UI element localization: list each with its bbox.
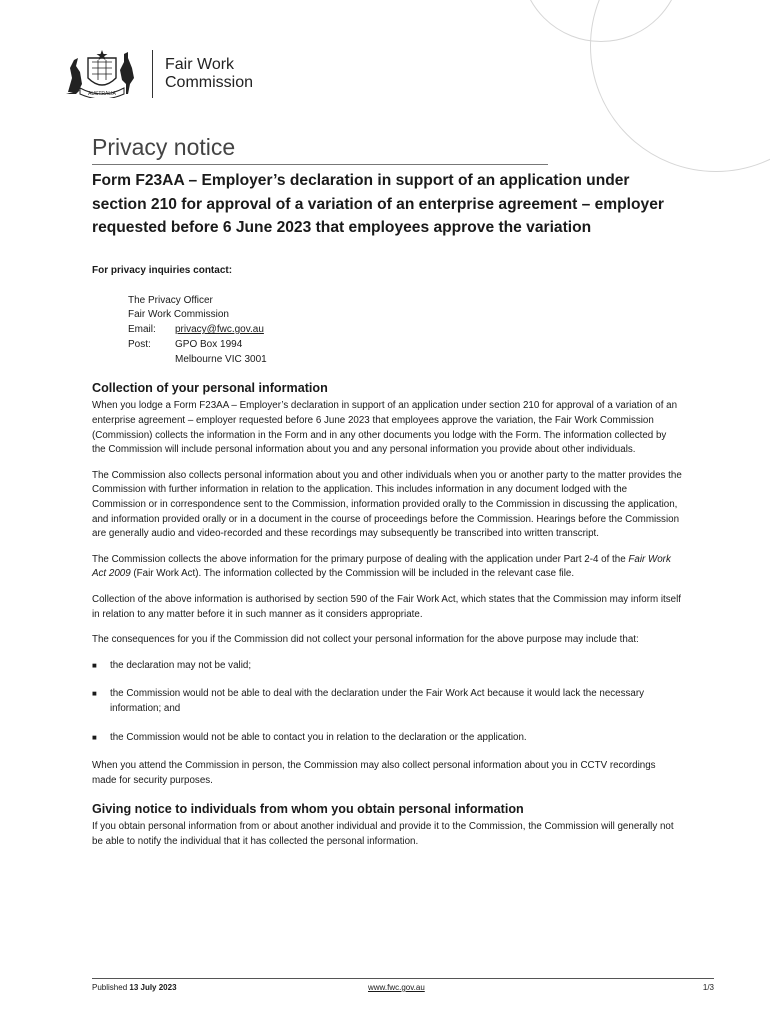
post-line2: Melbourne VIC 3001 xyxy=(175,353,267,365)
collection-heading: Collection of your personal information xyxy=(92,381,328,396)
contact-org: Fair Work Commission xyxy=(128,309,229,321)
list-item: ■ the Commission would not be able to contact you in relation to the declaration or the application. xyxy=(92,731,682,746)
list-item: ■ the declaration may not be valid; xyxy=(92,659,682,674)
bullet-icon: ■ xyxy=(92,689,97,699)
collection-paragraph-2: The Commission also collects personal information about you and other individuals when you or another party to the matter provides the Commission with further information in relation to the application. This includes information in any document lodged with the Commission or in correspondence sent to the Commission, information provided orally to the Commission in discussing the application, and information provided orally or in a document in the course of proceedings before the Commission. Hearings before the Commission are generally audio and video-recorded and these recordings may subsequently be transcribed into written transcript. xyxy=(92,469,682,540)
email-link[interactable]: privacy@fwc.gov.au xyxy=(175,324,264,336)
collection-paragraph-6: When you attend the Commission in person, the Commission may also collect personal information about you in CCTV recordings made for security purposes. xyxy=(92,760,656,786)
page-title: Privacy notice xyxy=(92,134,548,165)
form-title: Form F23AA – Employer’s declaration in support of an application under section 210 for approval of a variation of an enterprise agreement – employer requested before 6 June 2023 that employees approve the variation xyxy=(92,172,664,236)
contact-email-row xyxy=(128,323,682,338)
post-label: Post: xyxy=(128,338,151,350)
collection-paragraph-4: Collection of the above information is authorised by section 590 of the Fair Work Act, which states that the Commission may inform itself in relation to any matter before it in such manner as it considers appropriate. xyxy=(92,594,681,620)
contact-post-row xyxy=(128,338,682,353)
contact-post-row-2 xyxy=(128,353,682,368)
page-number: 1/3 xyxy=(702,983,714,992)
notice-heading: Giving notice to individuals from whom you obtain personal information xyxy=(92,802,524,817)
logo-divider xyxy=(152,50,153,98)
bullet-icon: ■ xyxy=(92,660,97,670)
collection-paragraph-3: The Commission collects the above information for the primary purpose of dealing with the application under Part 2-4 of the Fair Work Act 2009 (Fair Work Act). The information collected by the Commission will be included in the relevant case file. xyxy=(92,553,671,580)
org-name-line2: Commission xyxy=(165,74,254,91)
bullet-icon: ■ xyxy=(92,732,97,742)
collection-paragraph-1: When you lodge a Form F23AA – Employer’s declaration in support of an application under section 210 for approval of a variation of an enterprise agreement – employer requested before 6 June 2023 that employees approve the variation, the Fair Work Commission (Commission) collects the information in the Form and in any other documents you lodge with the Form. The information collected by the Commission will include personal information about you and any personal information you provide about other individuals. xyxy=(92,400,678,456)
org-name xyxy=(165,56,253,92)
published-date: 13 July 2023 xyxy=(129,983,177,992)
list-item: ■ the Commission would not be able to deal with the declaration under the Fair Work Act because it would lack the necessary information; and xyxy=(92,688,645,714)
crest-label: AUSTRALIA xyxy=(88,91,116,97)
email-label: Email: xyxy=(128,324,156,336)
contact-name: The Privacy Officer xyxy=(128,294,213,306)
act-title: Fair Work Act 2009 xyxy=(92,553,671,580)
coat-of-arms-icon xyxy=(62,48,142,98)
notice-paragraph-1: If you obtain personal information from or about another individual and provide it to the Commission, the Commission will generally not be able to notify the individual that it has collected the personal information. xyxy=(92,821,674,847)
org-name-line1: Fair Work xyxy=(165,56,235,73)
collection-paragraph-5: The consequences for you if the Commission did not collect your personal information for the above purpose may include that: xyxy=(92,634,639,646)
page-footer xyxy=(92,978,714,992)
published-info: Published 13 July 2023 xyxy=(92,983,177,992)
contact-block xyxy=(128,294,682,368)
post-line1: GPO Box 1994 xyxy=(175,338,243,350)
contact-heading: For privacy inquiries contact: xyxy=(92,264,233,276)
document-body xyxy=(92,134,682,861)
website-link[interactable]: www.fwc.gov.au xyxy=(368,983,425,992)
consequences-list xyxy=(92,659,682,745)
